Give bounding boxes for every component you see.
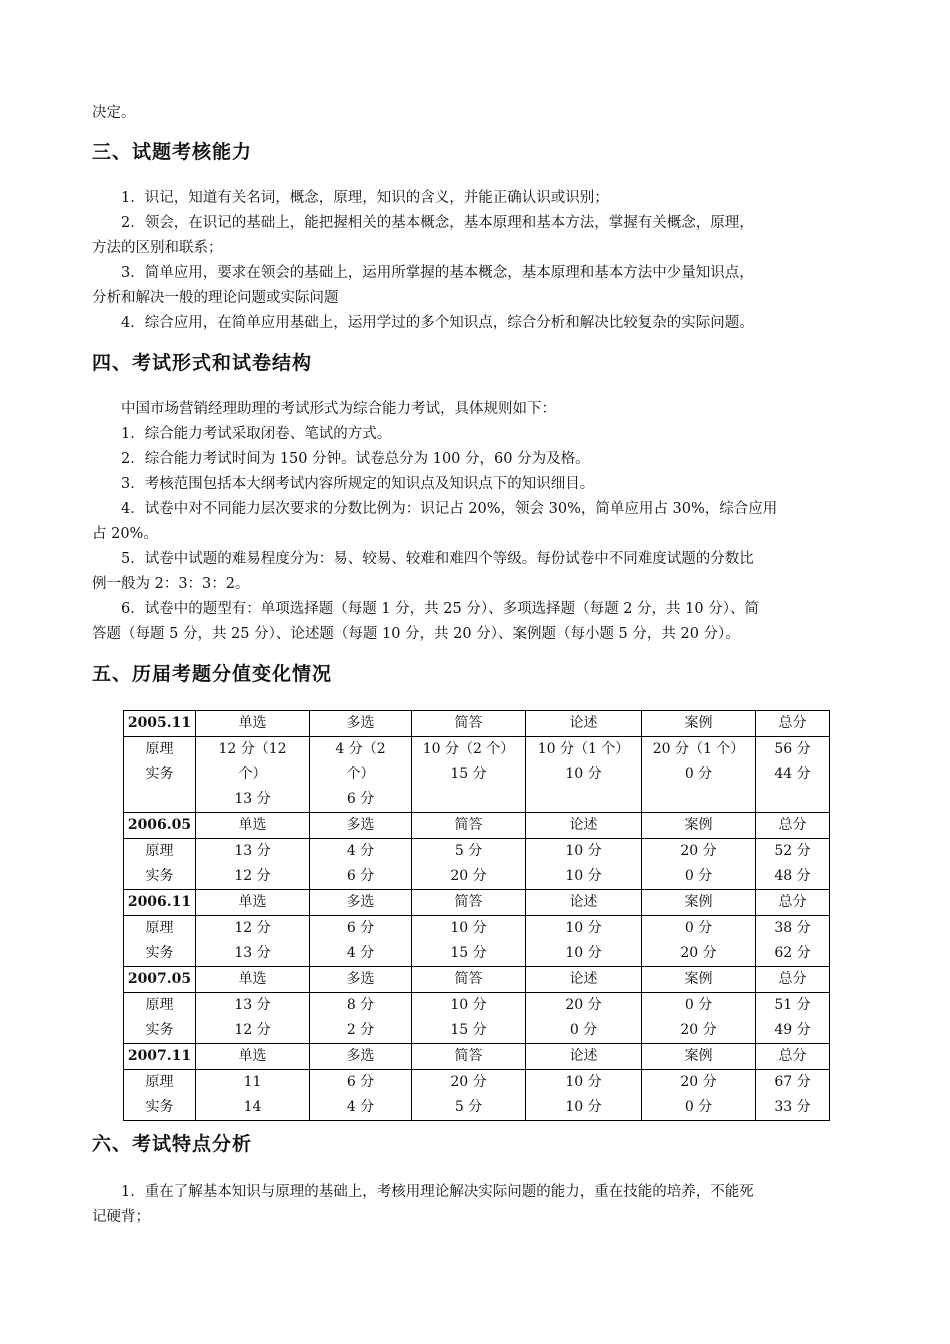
score-cell [310, 993, 412, 1044]
score-cell [526, 916, 642, 967]
score-value: 20 分 [565, 997, 602, 1013]
s4-line: 1．综合能力考试采取闭卷、笔试的方式。 [121, 426, 392, 442]
score-value: 10 分 [565, 1099, 602, 1115]
column-header: 论述 [526, 967, 642, 993]
score-value: 33 分 [774, 1099, 811, 1115]
column-header: 多选 [310, 711, 412, 737]
score-value: 13 分 [234, 843, 271, 859]
score-cell [196, 993, 310, 1044]
score-cell [642, 839, 756, 890]
column-header: 论述 [526, 890, 642, 916]
score-value: 10 分 [450, 997, 487, 1013]
score-value: 14 [243, 1099, 262, 1115]
s3-line: 分析和解决一般的理论问题或实际问题 [92, 290, 339, 306]
score-value: 4 分 [346, 843, 375, 859]
score-cell [412, 993, 526, 1044]
section-3-title: 三、试题考核能力 [92, 141, 253, 163]
score-cell [196, 916, 310, 967]
score-value: 4 分（2 [335, 741, 386, 757]
score-cell [756, 993, 830, 1044]
score-value: 10 分 [450, 920, 487, 936]
score-cell [310, 1070, 412, 1121]
score-value: 10 分（2 个） [422, 741, 515, 757]
score-value: 12 分 [234, 1022, 271, 1038]
score-value: 6 分 [346, 791, 375, 807]
score-cell [642, 993, 756, 1044]
column-header: 案例 [642, 890, 756, 916]
score-cell [310, 737, 412, 813]
score-value: 10 分 [565, 868, 602, 884]
score-cell [412, 839, 526, 890]
s6-line: 1．重在了解基本知识与原理的基础上，考核用理论解决实际问题的能力，重在技能的培养，不能死 [121, 1184, 754, 1200]
score-value: 0 分 [684, 868, 713, 884]
score-cell [196, 839, 310, 890]
column-header: 论述 [526, 813, 642, 839]
score-value: 10 分 [565, 1074, 602, 1090]
score-value: 0 分 [684, 766, 713, 782]
s4-line: 5．试卷中试题的难易程度分为：易、较易、较难和难四个等级。每份试卷中不同难度试题的分数比 [121, 551, 754, 567]
row-labels [124, 993, 196, 1044]
table-row [124, 916, 830, 967]
column-header: 简答 [412, 711, 526, 737]
s4-line: 6．试卷中的题型有：单项选择题（每题 1 分，共 25 分）、多项选择题（每题 2 分，共 10 分）、简 [121, 601, 759, 617]
column-header: 单选 [196, 1044, 310, 1070]
column-header: 案例 [642, 967, 756, 993]
score-value: 0 分 [684, 920, 713, 936]
row-label: 实务 [145, 868, 174, 884]
score-value: 56 分 [774, 741, 811, 757]
score-value: 个） [238, 766, 267, 782]
column-header: 简答 [412, 890, 526, 916]
score-history-table [123, 710, 830, 1121]
score-value: 0 分 [684, 1099, 713, 1115]
score-cell [526, 1070, 642, 1121]
column-header: 单选 [196, 813, 310, 839]
score-cell [756, 839, 830, 890]
year-cell: 2006.11 [124, 890, 196, 916]
row-label: 原理 [145, 920, 174, 936]
column-header: 总分 [756, 813, 830, 839]
score-value: 6 分 [346, 920, 375, 936]
year-cell: 2007.11 [124, 1044, 196, 1070]
score-value: 8 分 [346, 997, 375, 1013]
column-header: 多选 [310, 967, 412, 993]
row-label: 实务 [145, 1099, 174, 1115]
table-header-row [124, 1044, 830, 1070]
score-value: 49 分 [774, 1022, 811, 1038]
table-header-row [124, 967, 830, 993]
s3-line: 4．综合应用，在简单应用基础上，运用学过的多个知识点，综合分析和解决比较复杂的实际问题。 [121, 315, 754, 331]
score-value: 67 分 [774, 1074, 811, 1090]
column-header: 总分 [756, 890, 830, 916]
score-value: 20 分 [680, 945, 717, 961]
score-cell [642, 916, 756, 967]
row-label: 实务 [145, 1022, 174, 1038]
row-label: 实务 [145, 945, 174, 961]
score-cell [642, 1070, 756, 1121]
score-value: 38 分 [774, 920, 811, 936]
score-cell [196, 1070, 310, 1121]
score-cell [310, 839, 412, 890]
section-4-title: 四、考试形式和试卷结构 [92, 352, 313, 374]
table-row [124, 737, 830, 813]
score-value: 15 分 [450, 1022, 487, 1038]
s4-line: 3．考核范围包括本大纲考试内容所规定的知识点及知识点下的知识细目。 [121, 476, 595, 492]
section-5-title: 五、历届考题分值变化情况 [92, 663, 333, 685]
score-value: 20 分 [680, 1022, 717, 1038]
row-labels [124, 916, 196, 967]
table-row [124, 1070, 830, 1121]
row-label: 实务 [145, 766, 174, 782]
score-value: 20 分 [450, 868, 487, 884]
score-value: 5 分 [454, 1099, 483, 1115]
s3-line: 3．简单应用，要求在领会的基础上，运用所掌握的基本概念，基本原理和基本方法中少量知识点， [121, 265, 754, 281]
score-value: 6 分 [346, 1074, 375, 1090]
column-header: 多选 [310, 813, 412, 839]
score-cell [756, 737, 830, 813]
column-header: 多选 [310, 890, 412, 916]
score-value: 13 分 [234, 997, 271, 1013]
table-row [124, 993, 830, 1044]
score-cell [412, 1070, 526, 1121]
row-labels [124, 1070, 196, 1121]
s4-line: 2．综合能力考试时间为 150 分钟。试卷总分为 100 分，60 分为及格。 [121, 451, 590, 467]
score-value: 0 分 [569, 1022, 598, 1038]
score-value: 10 分 [565, 766, 602, 782]
column-header: 案例 [642, 711, 756, 737]
column-header: 单选 [196, 967, 310, 993]
score-value: 2 分 [346, 1022, 375, 1038]
score-cell [412, 737, 526, 813]
score-value: 4 分 [346, 1099, 375, 1115]
score-value: 20 分 [450, 1074, 487, 1090]
year-cell: 2005.11 [124, 711, 196, 737]
row-label: 原理 [145, 1074, 174, 1090]
column-header: 简答 [412, 967, 526, 993]
column-header: 总分 [756, 967, 830, 993]
score-value: 62 分 [774, 945, 811, 961]
row-labels [124, 737, 196, 813]
score-value: 15 分 [450, 766, 487, 782]
s3-line: 1．识记，知道有关名词，概念，原理，知识的含义，并能正确认识或识别； [121, 190, 609, 206]
column-header: 单选 [196, 711, 310, 737]
intro-tail: 决定。 [92, 105, 136, 121]
score-value: 48 分 [774, 868, 811, 884]
score-cell [526, 839, 642, 890]
score-value: 13 分 [234, 791, 271, 807]
score-cell [412, 916, 526, 967]
column-header: 多选 [310, 1044, 412, 1070]
row-label: 原理 [145, 843, 174, 859]
score-value: 10 分（1 个） [537, 741, 630, 757]
score-value: 15 分 [450, 945, 487, 961]
s4-line: 答题（每题 5 分，共 25 分）、论述题（每题 10 分，共 20 分）、案例题（每小题 5 分，共 20 分）。 [92, 626, 740, 642]
s4-line: 占 20%。 [92, 526, 158, 542]
score-value: 5 分 [454, 843, 483, 859]
score-cell [526, 737, 642, 813]
score-value: 11 [243, 1074, 262, 1090]
row-label: 原理 [145, 997, 174, 1013]
column-header: 案例 [642, 1044, 756, 1070]
score-cell [756, 916, 830, 967]
section-6-title: 六、考试特点分析 [92, 1133, 253, 1155]
table-row [124, 839, 830, 890]
score-value: 10 分 [565, 945, 602, 961]
year-cell: 2006.05 [124, 813, 196, 839]
score-value: 6 分 [346, 868, 375, 884]
score-value: 4 分 [346, 945, 375, 961]
score-value: 10 分 [565, 920, 602, 936]
column-header: 简答 [412, 813, 526, 839]
row-label: 原理 [145, 741, 174, 757]
table-header-row [124, 890, 830, 916]
column-header: 论述 [526, 1044, 642, 1070]
score-cell [642, 737, 756, 813]
s6-line: 记硬背； [92, 1209, 150, 1225]
score-value: 12 分 [234, 920, 271, 936]
table-header-row [124, 813, 830, 839]
score-value: 个） [346, 766, 375, 782]
s4-line: 中国市场营销经理助理的考试形式为综合能力考试，具体规则如下： [121, 401, 556, 417]
s4-line: 4．试卷中对不同能力层次要求的分数比例为：识记占 20%，领会 30%，简单应用占 30%，综合应用 [121, 501, 778, 517]
score-value: 52 分 [774, 843, 811, 859]
column-header: 总分 [756, 1044, 830, 1070]
score-cell [756, 1070, 830, 1121]
score-value: 51 分 [774, 997, 811, 1013]
score-value: 20 分 [680, 843, 717, 859]
score-value: 10 分 [565, 843, 602, 859]
s3-line: 方法的区别和联系； [92, 240, 223, 256]
score-cell [310, 916, 412, 967]
s4-line: 例一般为 2：3：3：2。 [92, 576, 250, 592]
score-value: 12 分 [234, 868, 271, 884]
year-cell: 2007.05 [124, 967, 196, 993]
score-cell [196, 737, 310, 813]
score-value: 20 分（1 个） [652, 741, 745, 757]
score-value: 13 分 [234, 945, 271, 961]
score-value: 20 分 [680, 1074, 717, 1090]
s3-line: 2．领会，在识记的基础上，能把握相关的基本概念，基本原理和基本方法，掌握有关概念，原理， [121, 215, 754, 231]
column-header: 案例 [642, 813, 756, 839]
score-value: 12 分（12 [218, 741, 287, 757]
score-cell [526, 993, 642, 1044]
column-header: 简答 [412, 1044, 526, 1070]
column-header: 论述 [526, 711, 642, 737]
row-labels [124, 839, 196, 890]
column-header: 单选 [196, 890, 310, 916]
column-header: 总分 [756, 711, 830, 737]
score-value: 0 分 [684, 997, 713, 1013]
table-header-row [124, 711, 830, 737]
score-value: 44 分 [774, 766, 811, 782]
